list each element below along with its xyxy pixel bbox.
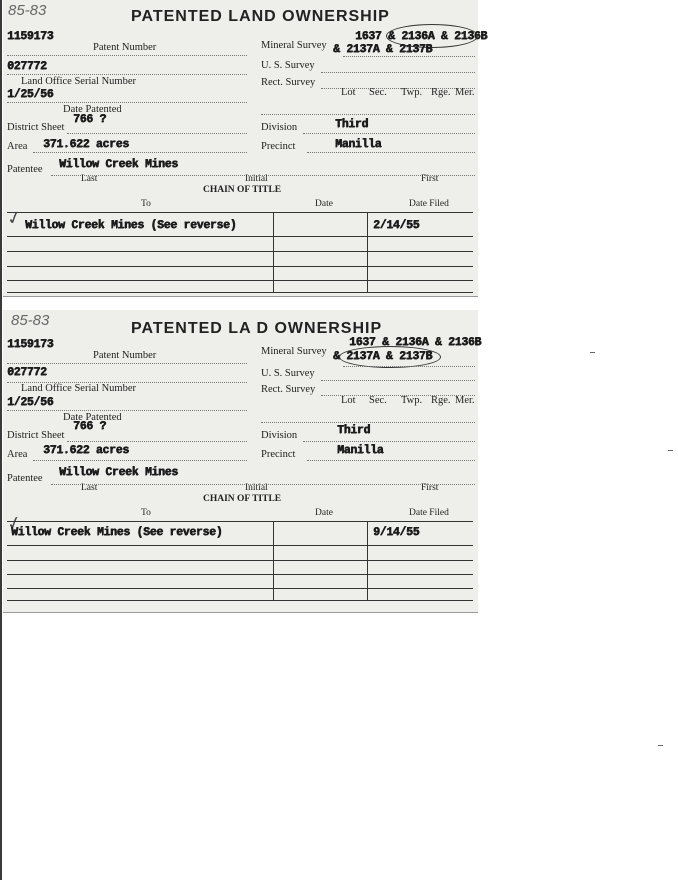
rect-col-twp: Twp. — [401, 395, 423, 406]
dotted-line — [307, 460, 475, 461]
table-rule — [7, 560, 473, 561]
division-value: Third — [337, 424, 371, 437]
table-rule — [7, 280, 473, 281]
dotted-line — [7, 410, 247, 411]
precinct-value: Manilla — [337, 444, 384, 457]
check-mark-icon: ✓ — [4, 511, 25, 536]
dotted-line — [7, 74, 247, 75]
rect-survey-label: Rect. Survey — [261, 384, 316, 395]
mineral-survey-label: Mineral Survey — [261, 346, 327, 357]
rect-col-rge: Rge. — [431, 87, 451, 98]
dotted-line — [303, 133, 475, 134]
chain-row-date-filed: 9/14/55 — [373, 526, 420, 539]
mineral-survey-line2: & 2137A & 2137B — [333, 43, 433, 56]
date-patented-value: 1/25/56 — [7, 396, 54, 409]
division-value: Third — [335, 118, 369, 131]
chain-col-to: To — [141, 508, 151, 518]
date-patented-label: Date Patented — [63, 104, 122, 115]
dotted-line — [261, 422, 475, 423]
table-rule — [7, 521, 473, 522]
rect-col-lot: Lot — [341, 87, 356, 98]
dotted-line — [343, 366, 475, 367]
date-patented-value: 1/25/56 — [7, 88, 54, 101]
precinct-label: Precinct — [261, 449, 296, 460]
ownership-card-2 — [3, 310, 482, 613]
district-sheet-value: 766 ? — [73, 420, 107, 433]
patentee-value: Willow Creek Mines — [59, 466, 178, 479]
dotted-line — [307, 152, 475, 153]
table-rule — [7, 251, 473, 252]
dotted-line — [7, 363, 247, 364]
ownership-card-1 — [3, 0, 488, 297]
table-rule — [7, 588, 473, 589]
name-col-last: Last — [81, 174, 98, 184]
chain-row-to: Willow Creek Mines (See reverse) — [11, 526, 223, 539]
district-sheet-label: District Sheet — [7, 430, 65, 441]
table-rule — [7, 600, 473, 601]
area-label: Area — [7, 449, 28, 460]
dotted-line — [321, 380, 475, 381]
rect-col-rge: Rge. — [431, 395, 451, 406]
name-col-last: Last — [81, 483, 98, 493]
division-label: Division — [261, 430, 298, 441]
area-value: 371.622 acres — [43, 138, 129, 151]
table-divider — [367, 212, 368, 292]
dotted-line — [303, 441, 475, 442]
division-label: Division — [261, 122, 298, 133]
mineral-survey-label: Mineral Survey — [261, 40, 327, 51]
patentee-value: Willow Creek Mines — [59, 158, 178, 171]
rect-col-sec: Sec. — [369, 395, 387, 406]
page-left-edge — [0, 0, 2, 880]
rect-col-mer: Mer. — [455, 395, 475, 406]
dotted-line — [33, 152, 247, 153]
rect-col-lot: Lot — [341, 395, 356, 406]
dotted-line — [261, 114, 475, 115]
corner-note: 85-83 — [11, 312, 50, 329]
chain-of-title-heading: CHAIN OF TITLE — [203, 494, 282, 504]
district-sheet-value: 766 ? — [73, 113, 107, 126]
patent-number-label: Patent Number — [93, 350, 157, 361]
rect-survey-label: Rect. Survey — [261, 77, 316, 88]
us-survey-label: U. S. Survey — [261, 368, 315, 379]
serial-number-label: Land Office Serial Number — [21, 76, 136, 87]
patent-number-value: 1159173 — [7, 30, 54, 43]
chain-row-date-filed: 2/14/55 — [373, 219, 420, 232]
dotted-line — [33, 460, 247, 461]
card-title: PATENTED LAND OWNERSHIP — [131, 8, 390, 25]
patent-number-label: Patent Number — [93, 42, 157, 53]
table-rule — [7, 212, 473, 213]
rect-col-twp: Twp. — [401, 87, 423, 98]
name-col-first: First — [421, 174, 439, 184]
area-label: Area — [7, 141, 28, 152]
mineral-survey-line2: & 2137A & 2137B — [333, 350, 433, 363]
patentee-label: Patentee — [7, 473, 43, 484]
card-title: PATENTED LA D OWNERSHIP — [131, 320, 383, 337]
name-col-initial: Initial — [245, 174, 268, 184]
scan-mark — [658, 745, 663, 746]
table-divider — [273, 212, 274, 292]
dotted-line — [321, 72, 475, 73]
serial-number-label: Land Office Serial Number — [21, 383, 136, 394]
scan-mark — [590, 352, 595, 353]
district-sheet-label: District Sheet — [7, 122, 65, 133]
check-mark-icon: ✓ — [4, 206, 25, 231]
circled-annotation — [339, 346, 441, 368]
chain-col-to: To — [141, 199, 151, 209]
table-divider — [273, 521, 274, 600]
chain-col-date: Date — [315, 199, 333, 209]
scan-mark — [668, 450, 673, 451]
dotted-line — [7, 55, 247, 56]
table-rule — [7, 545, 473, 546]
serial-number-value: 027772 — [7, 60, 47, 73]
table-rule — [7, 292, 473, 293]
precinct-label: Precinct — [261, 141, 296, 152]
dotted-line — [343, 56, 475, 57]
chain-col-date-filed: Date Filed — [409, 508, 449, 518]
patentee-label: Patentee — [7, 164, 43, 175]
chain-col-date: Date — [315, 508, 333, 518]
chain-row-to: Willow Creek Mines (See reverse) — [25, 219, 237, 232]
table-divider — [367, 521, 368, 600]
chain-of-title-heading: CHAIN OF TITLE — [203, 185, 282, 195]
name-col-initial: Initial — [245, 483, 268, 493]
chain-col-date-filed: Date Filed — [409, 199, 449, 209]
mineral-survey-line1: 1637 & 2136A & 2136B — [355, 30, 488, 43]
dotted-line — [7, 102, 247, 103]
us-survey-label: U. S. Survey — [261, 60, 315, 71]
corner-note: 85-83 — [8, 2, 47, 19]
date-patented-label: Date Patented — [63, 412, 122, 423]
patent-number-value: 1159173 — [7, 338, 54, 351]
table-rule — [7, 574, 473, 575]
table-rule — [7, 266, 473, 267]
dotted-line — [67, 133, 247, 134]
rect-col-sec: Sec. — [369, 87, 387, 98]
table-rule — [7, 236, 473, 237]
name-col-first: First — [421, 483, 439, 493]
area-value: 371.622 acres — [43, 444, 129, 457]
precinct-value: Manilla — [335, 138, 382, 151]
rect-col-mer: Mer. — [455, 87, 475, 98]
mineral-survey-line1: 1637 & 2136A & 2136B — [349, 336, 482, 349]
serial-number-value: 027772 — [7, 366, 47, 379]
dotted-line — [67, 441, 247, 442]
